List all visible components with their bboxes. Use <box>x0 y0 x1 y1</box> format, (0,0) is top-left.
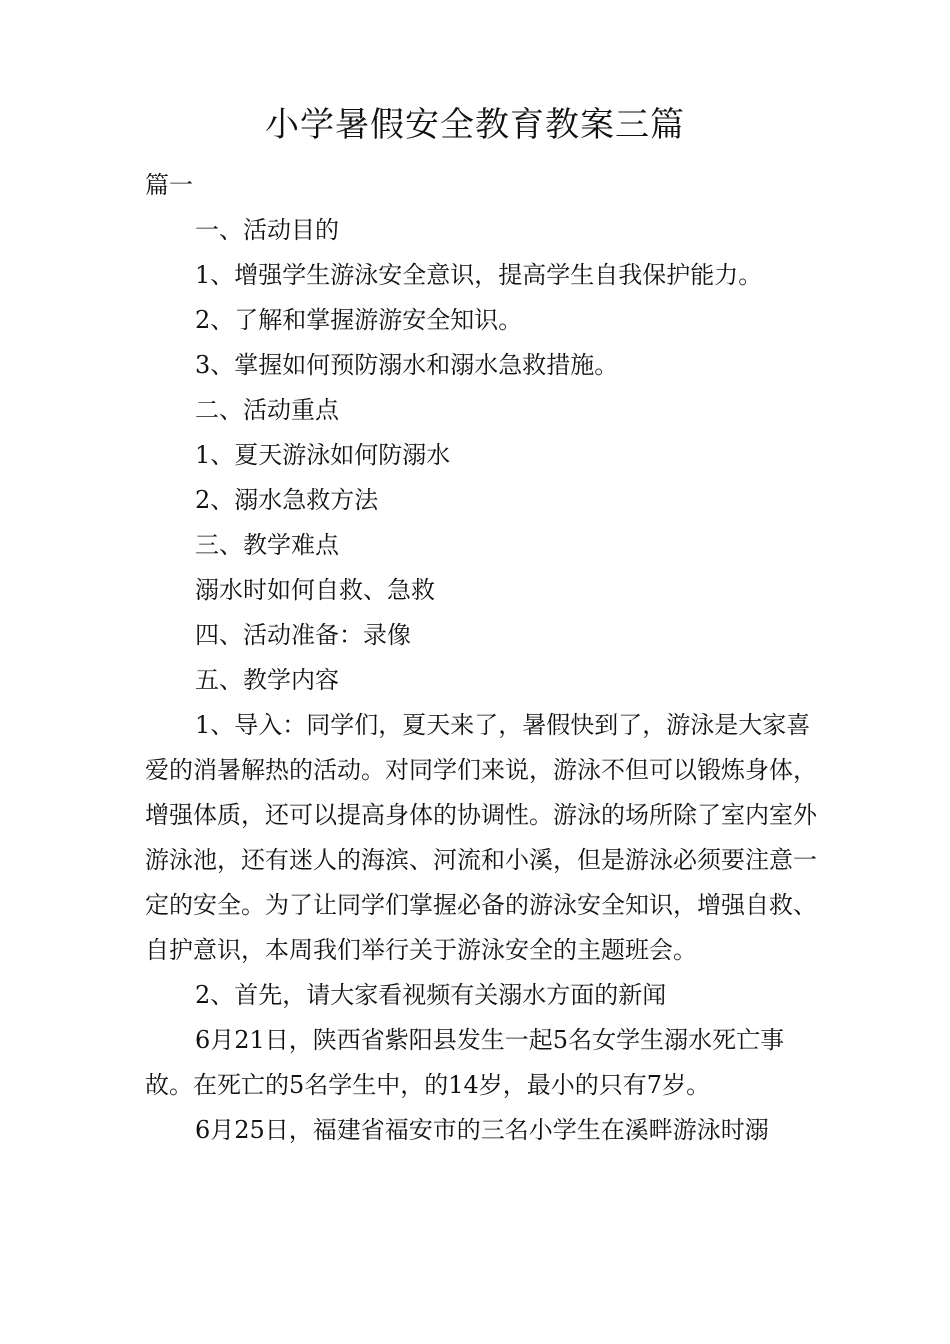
heading-activity-goal: 一、活动目的 <box>195 216 339 244</box>
goal-item-1: 1、增强学生游泳安全意识，提高学生自我保护能力。 <box>195 261 763 289</box>
content-paragraph-intro: 1、导入：同学们，夏天来了，暑假快到了，游泳是大家喜爱的消暑解热的活动。对同学们来说，游泳不但可以锻炼身体，增强体质，还可以提高身体的协调性。游泳的场所除了室内室外游泳池，还有迷人的海滨、河流和小溪，但是游泳必须要注意一定的安全。为了让同学们掌握必备的游泳安全知识，增强自救、自护意识，本周我们举行关于游泳安全的主题班会。 <box>145 711 817 964</box>
heading-activity-focus: 二、活动重点 <box>195 396 339 424</box>
document-body <box>145 163 825 1153</box>
heading-teaching-difficulty: 三、教学难点 <box>195 531 339 559</box>
content-paragraph-video: 2、首先，请大家看视频有关溺水方面的新闻 <box>195 981 667 1009</box>
goal-item-2: 2、了解和掌握游游安全知识。 <box>195 306 523 334</box>
document-title: 小学暑假安全教育教案三篇 <box>265 105 685 145</box>
heading-activity-preparation: 四、活动准备：录像 <box>195 621 411 649</box>
focus-item-1: 1、夏天游泳如何防溺水 <box>195 441 451 469</box>
focus-item-2: 2、溺水急救方法 <box>195 486 379 514</box>
news-paragraph-1: 6月21日，陕西省紫阳县发生一起5名女学生溺水死亡事故。在死亡的5名学生中，的14岁，最小的只有7岁。 <box>145 1026 785 1099</box>
difficulty-text: 溺水时如何自救、急救 <box>195 576 435 604</box>
section-label: 篇一 <box>145 171 193 199</box>
news-paragraph-2: 6月25日，福建省福安市的三名小学生在溪畔游泳时溺 <box>195 1116 769 1144</box>
goal-item-3: 3、掌握如何预防溺水和溺水急救措施。 <box>195 351 619 379</box>
heading-teaching-content: 五、教学内容 <box>195 666 339 694</box>
